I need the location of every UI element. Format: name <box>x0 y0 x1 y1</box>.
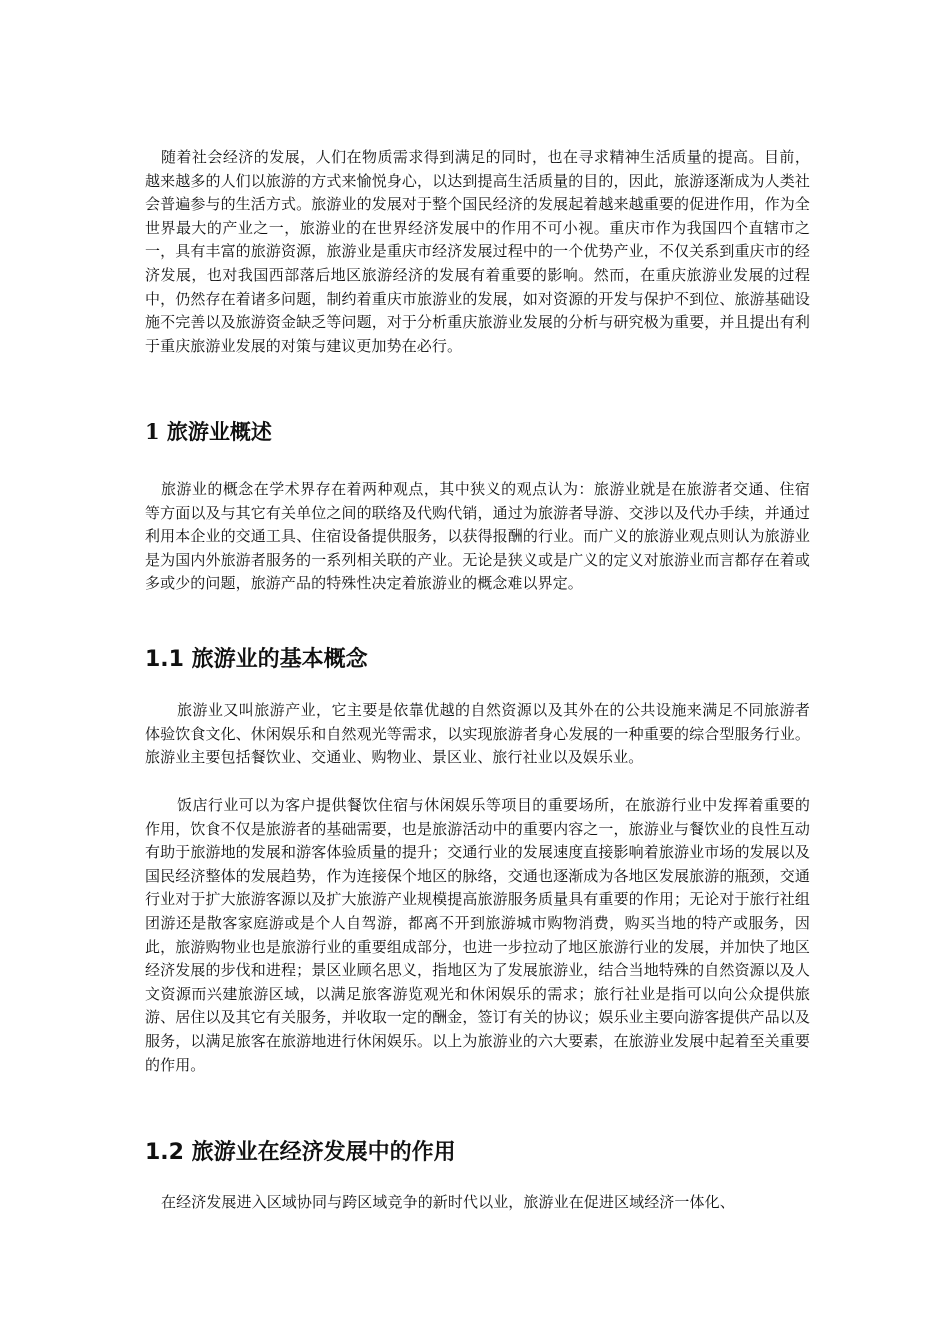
intro-paragraph: 随着社会经济的发展，人们在物质需求得到满足的同时，也在寻求精神生活质量的提高。目前，越来越多的人们以旅游的方式来愉悦身心，以达到提高生活质量的目的，因此，旅游逐渐成为人类社会普遍参与的生活方式。旅游业的发展对于整个国民经济的发展起着越来越重要的促进作用，作为全世界最大的产业之一，旅游业的在世界经济发展中的作用不可小视。重庆市作为我国四个直辖市之一，具有丰富的旅游资源，旅游业是重庆市经济发展过程中的一个优势产业，不仅关系到重庆市的经济发展，也对我国西部落后地区旅游经济的发展有着重要的影响。然而，在重庆旅游业发展的过程中，仍然存在着诸多问题，制约着重庆市旅游业的发展，如对资源的开发与保护不到位、旅游基础设施不完善以及旅游资金缺乏等问题，对于分析重庆旅游业发展的分析与研究极为重要，并且提出有利于重庆旅游业发展的对策与建议更加势在必行。 <box>145 148 810 355</box>
section-1-2-heading: 1.2 旅游业在经济发展中的作用 <box>145 1140 456 1165</box>
section-1-2-paragraph: 在经济发展进入区域协同与跨区域竞争的新时代以业，旅游业在促进区域经济一体化、 <box>161 1193 735 1211</box>
section-1-heading: 1 旅游业概述 <box>145 419 272 444</box>
section-1-1-heading: 1.1 旅游业的基本概念 <box>145 647 368 672</box>
section-1-1-paragraph-2: 饭店行业可以为客户提供餐饮住宿与休闲娱乐等项目的重要场所，在旅游行业中发挥着重要的作用，饮食不仅是旅游者的基础需要，也是旅游活动中的重要内容之一，旅游业与餐饮业的良性互动有助于旅游地的发展和游客体验质量的提升；交通行业的发展速度直接影响着旅游业市场的发展以及国民经济整体的发展趋势，作为连接保个地区的脉络，交通也逐渐成为各地区发展旅游的瓶颈，交通行业对于扩大旅游客源以及扩大旅游产业规模提高旅游服务质量具有重要的作用；无论对于旅行社组团游还是散客家庭游或是个人自驾游，都离不开到旅游城市购物消费，购买当地的特产或服务，因此，旅游购物业也是旅游行业的重要组成部分，也进一步拉动了地区旅游行业的发展，并加快了地区经济发展的步伐和进程；景区业顾名思义，指地区为了发展旅游业，结合当地特殊的自然资源以及人文资源而兴建旅游区域，以满足旅客游览观光和休闲娱乐的需求；旅行社业是指可以向公众提供旅游、居住以及其它有关服务，并收取一定的酬金，签订有关的协议；娱乐业主要向游客提供产品以及服务，以满足旅客在旅游地进行休闲娱乐。以上为旅游业的六大要素，在旅游业发展中起着至关重要的作用。 <box>145 796 810 1074</box>
section-1-1-paragraph-1: 旅游业又叫旅游产业，它主要是依靠优越的自然资源以及其外在的公共设施来满足不同旅游者体验饮食文化、休闲娱乐和自然观光等需求，以实现旅游者身心发展的一种重要的综合型服务行业。旅游业主要包括餐饮业、交通业、购物业、景区业、旅行社业以及娱乐业。 <box>145 701 810 767</box>
section-1-paragraph: 旅游业的概念在学术界存在着两种观点，其中狭义的观点认为：旅游业就是在旅游者交通、住宿等方面以及与其它有关单位之间的联络及代购代销，通过为旅游者导游、交涉以及代办手续，并通过利用本企业的交通工具、住宿设备提供服务，以获得报酬的行业。而广义的旅游业观点则认为旅游业是为国内外旅游者服务的一系列相关联的产业。无论是狭义或是广义的定义对旅游业而言都存在着或多或少的问题，旅游产品的特殊性决定着旅游业的概念难以界定。 <box>145 480 810 593</box>
